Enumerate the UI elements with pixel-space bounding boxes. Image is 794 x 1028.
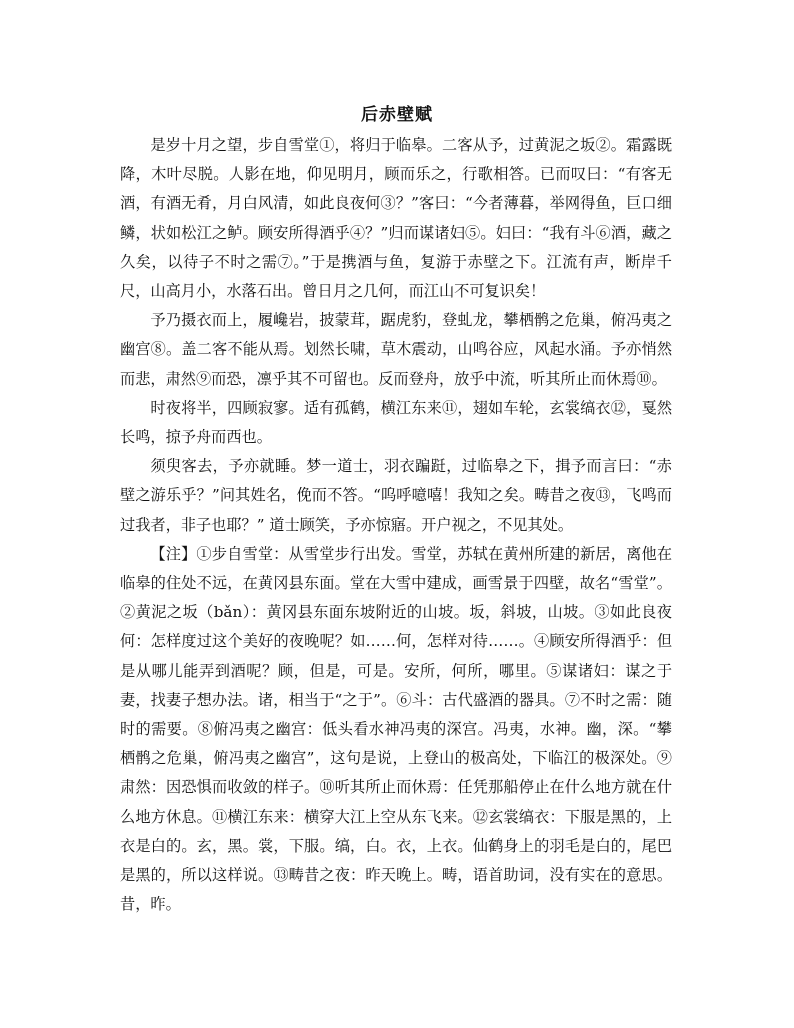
paragraph-4: 须臾客去，予亦就睡。梦一道士，羽衣蹁跹，过临皋之下，揖予而言曰：“赤壁之游乐乎？”问其姓名，俛而不答。“呜呼噫嘻！我知之矣。畴昔之夜⑬，飞鸣而过我者，非子也耶？” 道士顾笑，予亦惊寤。开户视之，不见其处。: [120, 457, 672, 534]
document-body: [120, 131, 672, 919]
page-title: 后赤壁赋: [361, 105, 433, 125]
paragraph-2: 予乃摄衣而上，履巉岩，披蒙茸，踞虎豹，登虬龙，攀栖鹘之危巢，俯冯夷之幽宫⑧。盖二客不能从焉。划然长啸，草木震动，山鸣谷应，风起水涌。予亦悄然而悲，肃然⑨而恐，凛乎其不可留也。反而登舟，放乎中流，听其所止而休焉⑩。: [120, 311, 672, 388]
annotations: 【注】①步自雪堂：从雪堂步行出发。雪堂，苏轼在黄州所建的新居，离他在临皋的住处不远，在黄冈县东面。堂在大雪中建成，画雪景于四壁，故名“雪堂”。②黄泥之坂（bǎn）：黄冈县东面东坡附近的山坡。坂，斜坡，山坡。③如此良夜何：怎样度过这个美好的夜晚呢？如……何，怎样对待……。④顾安所得酒乎：但是从哪儿能弄到酒呢？顾，但是，可是。安所，何所，哪里。⑤谋诸妇：谋之于妻，找妻子想办法。诸，相当于“之于”。⑥斗：古代盛酒的器具。⑦不时之需：随时的需要。⑧俯冯夷之幽宫：低头看水神冯夷的深宫。冯夷，水神。幽，深。“攀栖鹘之危巢，俯冯夷之幽宫”，这句是说，上登山的极高处，下临江的极深处。⑨肃然：因恐惧而收敛的样子。⑩听其所止而休焉：任凭那船停止在什么地方就在什么地方休息。⑪横江东来：横穿大江上空从东飞来。⑫玄裳缟衣：下服是黑的，上衣是白的。玄，黑。裳，下服。缟，白。衣，上衣。仙鹤身上的羽毛是白的，尾巴是黑的，所以这样说。⑬畴昔之夜：昨天晚上。畴，语首助词，没有实在的意思。昔，昨。: [120, 544, 672, 914]
paragraph-1: 是岁十月之望，步自雪堂①，将归于临皋。二客从予，过黄泥之坂②。霜露既降，木叶尽脱。人影在地，仰见明月，顾而乐之，行歌相答。已而叹曰：“有客无酒，有酒无肴，月白风清，如此良夜何③？”客曰：“今者薄暮，举网得鱼，巨口细鳞，状如松江之鲈。顾安所得酒乎④？”归而谋诸妇⑤。妇曰：“我有斗⑥酒，藏之久矣，以待子不时之需⑦。”于是携酒与鱼，复游于赤壁之下。江流有声，断岸千尺，山高月小，水落石出。曾日月之几何，而江山不可复识矣！: [120, 136, 672, 301]
paragraph-3: 时夜将半，四顾寂寥。适有孤鹤，横江东来⑪，翅如车轮，玄裳缟衣⑫，戛然长鸣，掠予舟而西也。: [120, 398, 672, 447]
